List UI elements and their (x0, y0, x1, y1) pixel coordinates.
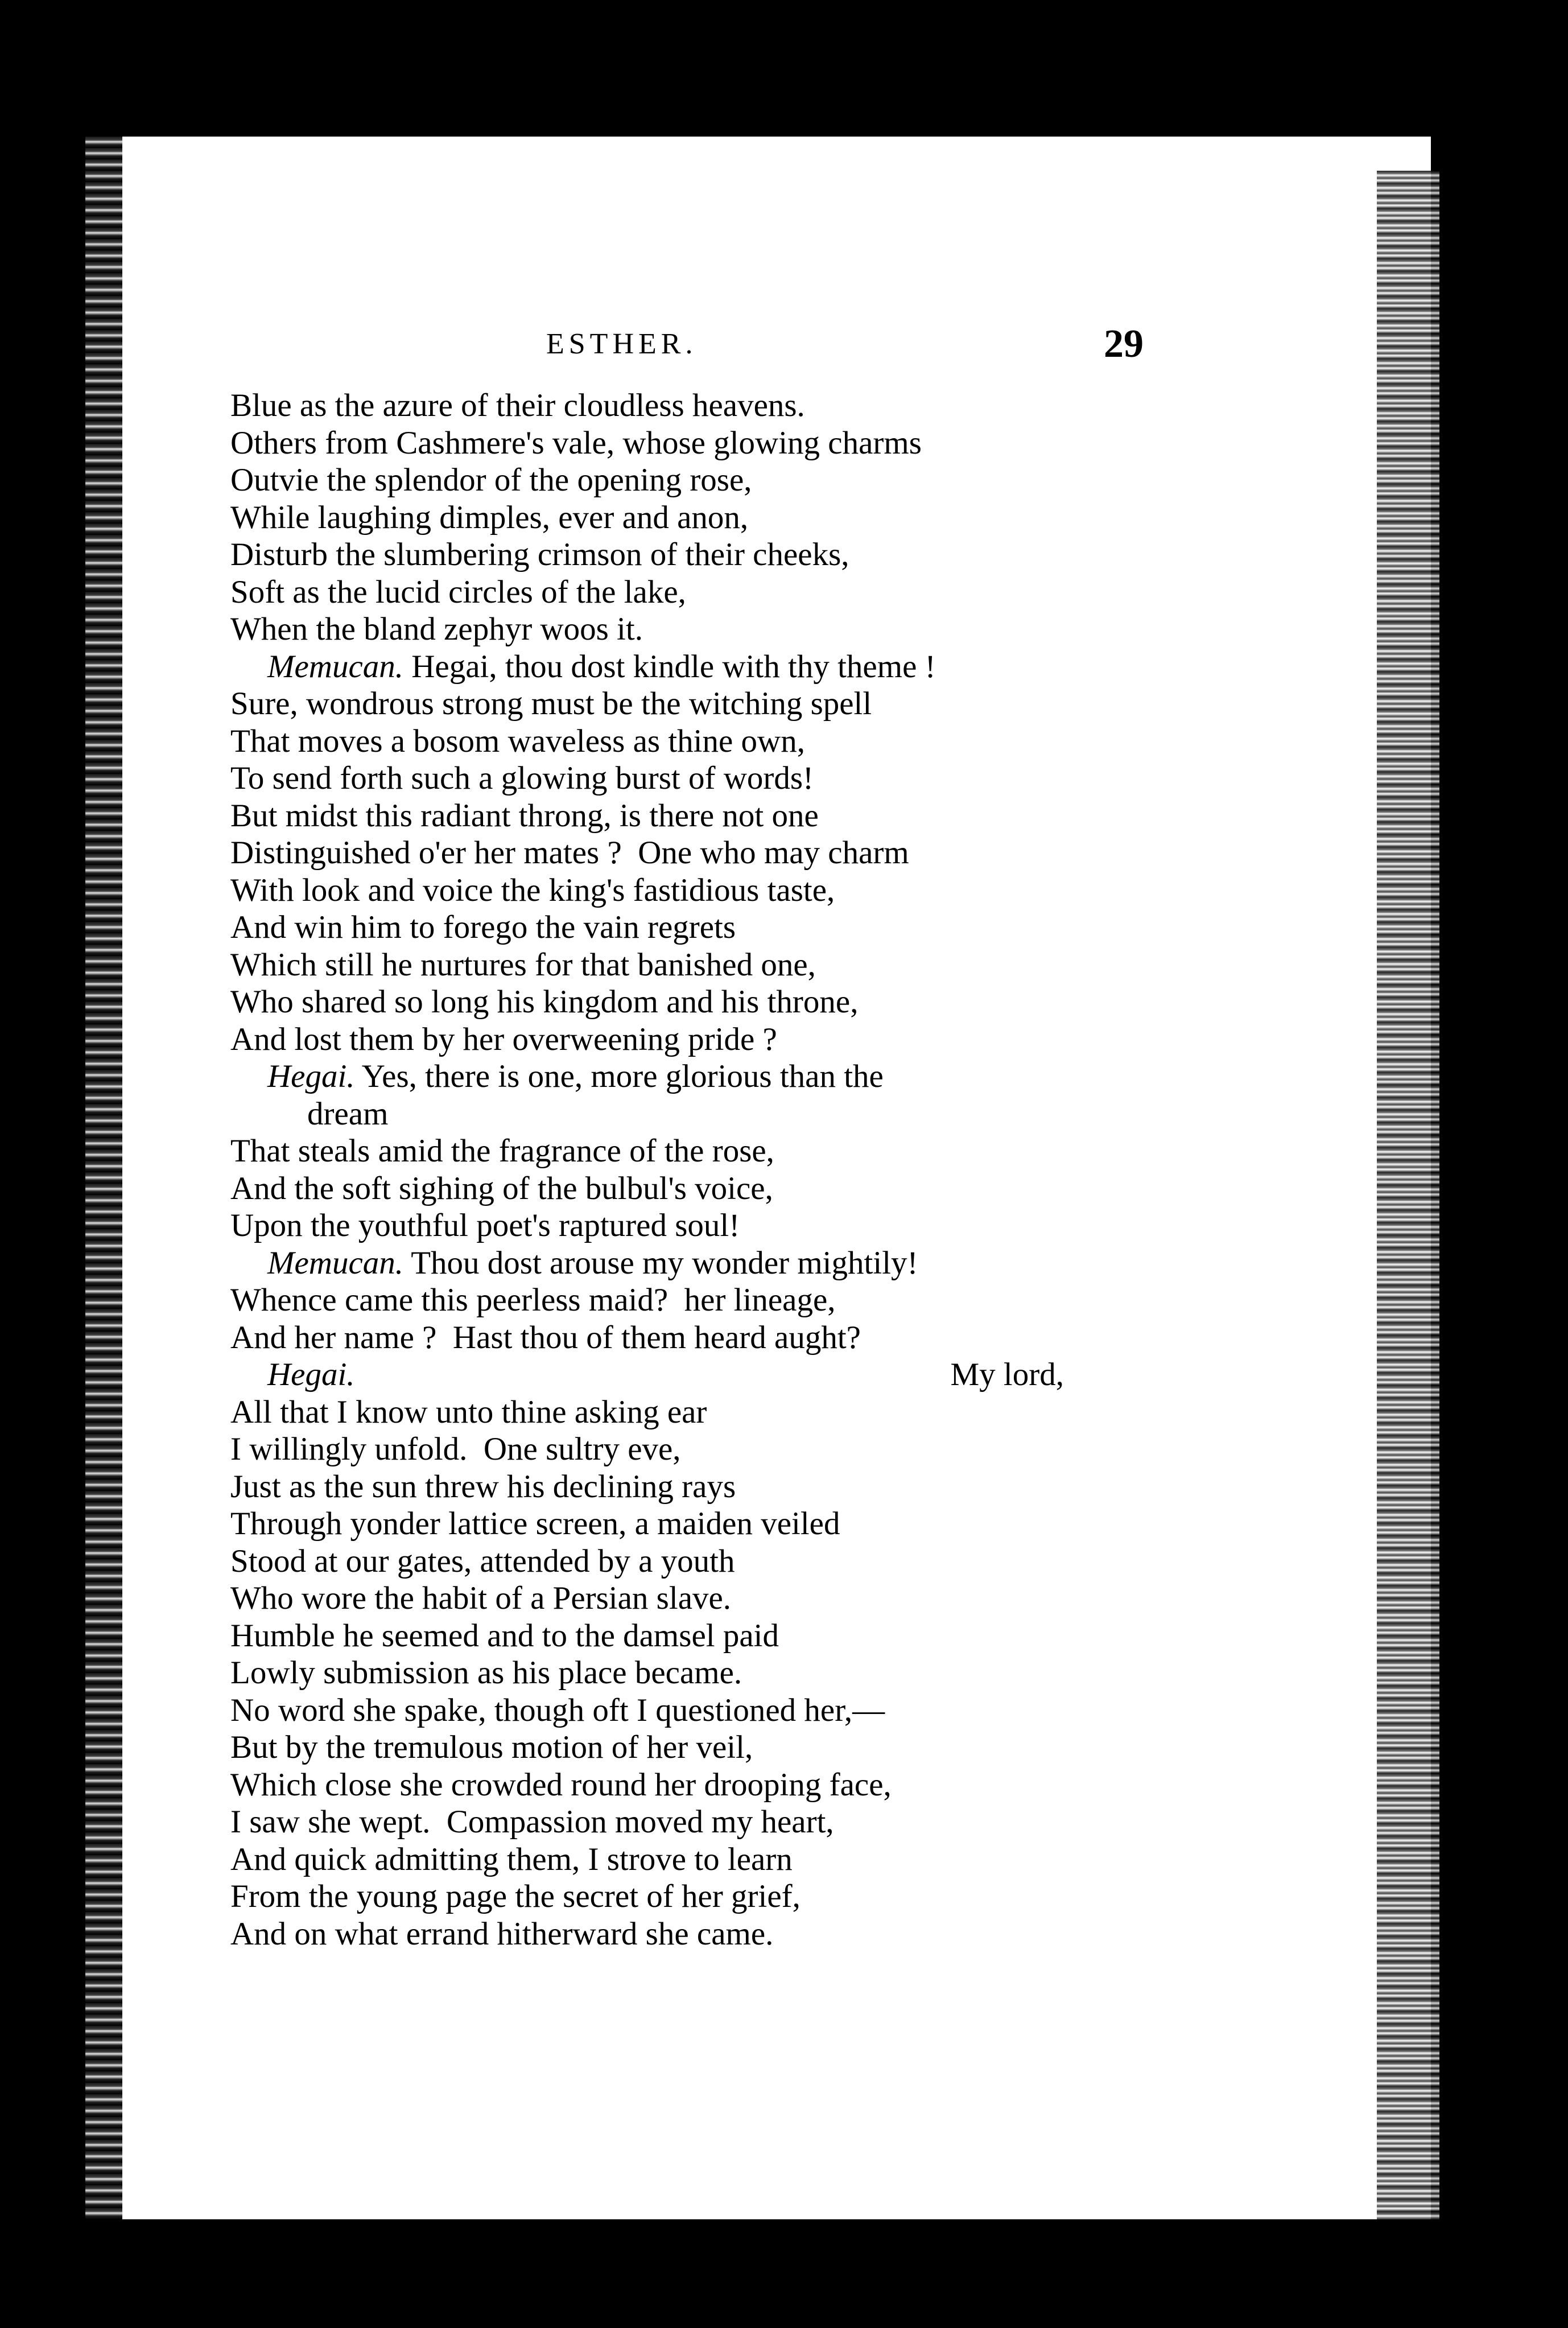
text-line: I saw she wept. Compassion moved my heart, (230, 1804, 834, 1840)
text-line: dream (307, 1095, 389, 1132)
text-line: I willingly unfold. One sultry eve, (230, 1431, 681, 1467)
text-line: All that I know unto thine asking ear (230, 1394, 707, 1430)
text-line: No word she spake, though oft I questioned her,— (230, 1692, 885, 1728)
text-line: And on what errand hitherward she came. (230, 1915, 774, 1952)
speaker-name: Hegai. (267, 1058, 355, 1094)
text-line: Upon the youthful poet's raptured soul! (230, 1208, 740, 1243)
text-line: Which still he nurtures for that banished one, (230, 946, 816, 983)
speaker-name: Memucan. (267, 1245, 403, 1281)
text-line: And her name ? Hast thou of them heard aught? (230, 1319, 861, 1355)
text-line: Soft as the lucid circles of the lake, (230, 574, 686, 610)
text-line: Just as the sun threw his declining rays (230, 1468, 736, 1505)
text-line: Which close she crowded round her drooping face, (230, 1766, 892, 1803)
text-line: Distinguished o'er her mates ? One who may charm (230, 835, 909, 871)
text-line: And lost them by her overweening pride ? (230, 1021, 777, 1057)
speaker-line: Hegai. My lord, (267, 1357, 1064, 1392)
text-line: And the soft sighing of the bulbul's voice, (230, 1170, 773, 1206)
text-line: And win him to forego the vain regrets (230, 909, 736, 945)
page-header (546, 322, 1144, 373)
text-line: But midst this radiant throng, is there not one (230, 797, 819, 834)
text-line: With look and voice the king's fastidious taste, (230, 872, 835, 908)
speaker-line: Memucan. Thou dost arouse my wonder mightily! (267, 1245, 918, 1281)
page-edge-shadow (1377, 171, 1439, 2219)
text-line: Humble he seemed and to the damsel paid (230, 1617, 779, 1654)
text-line: Disturb the slumbering crimson of their cheeks, (230, 537, 849, 572)
verse-text (230, 387, 1152, 1952)
text-line: Through yonder lattice screen, a maiden veiled (230, 1506, 840, 1542)
text-line: Blue as the azure of their cloudless heavens. (230, 388, 805, 423)
text-line: Lowly submission as his place became. (230, 1655, 742, 1691)
text-line: Outvie the splendor of the opening rose, (230, 462, 752, 498)
text-line: While laughing dimples, ever and anon, (230, 499, 749, 535)
text-line: From the young page the secret of her grief, (230, 1878, 800, 1914)
text-line: Stood at our gates, attended by a youth (230, 1543, 735, 1579)
text-line: And quick admitting them, I strove to learn (230, 1841, 793, 1877)
text-line: Sure, wondrous strong must be the witching spell (230, 686, 872, 722)
text-line: Who shared so long his kingdom and his throne, (230, 984, 859, 1020)
page-number: 29 (1104, 322, 1144, 366)
text-line: Whence came this peerless maid? her lineage, (230, 1282, 836, 1318)
text-line: To send forth such a glowing burst of words! (230, 760, 814, 796)
text-line: That steals amid the fragrance of the rose, (230, 1133, 774, 1169)
speaker-line: Hegai. Yes, there is one, more glorious than the (267, 1058, 884, 1094)
text-line: When the bland zephyr woos it. (230, 611, 643, 647)
binding-edge (85, 137, 122, 2219)
speaker-name: Hegai. (267, 1357, 355, 1392)
text-line: Who wore the habit of a Persian slave. (230, 1580, 732, 1616)
running-head: ESTHER. (546, 328, 698, 360)
text-line: Others from Cashmere's vale, whose glowing charms (230, 425, 922, 461)
text-line: But by the tremulous motion of her veil, (230, 1729, 753, 1765)
speaker-name: Memucan. (267, 648, 403, 685)
text-line: That moves a bosom waveless as thine own, (230, 723, 805, 759)
speaker-line: Memucan. Hegai, thou dost kindle with thy theme ! (267, 648, 936, 685)
